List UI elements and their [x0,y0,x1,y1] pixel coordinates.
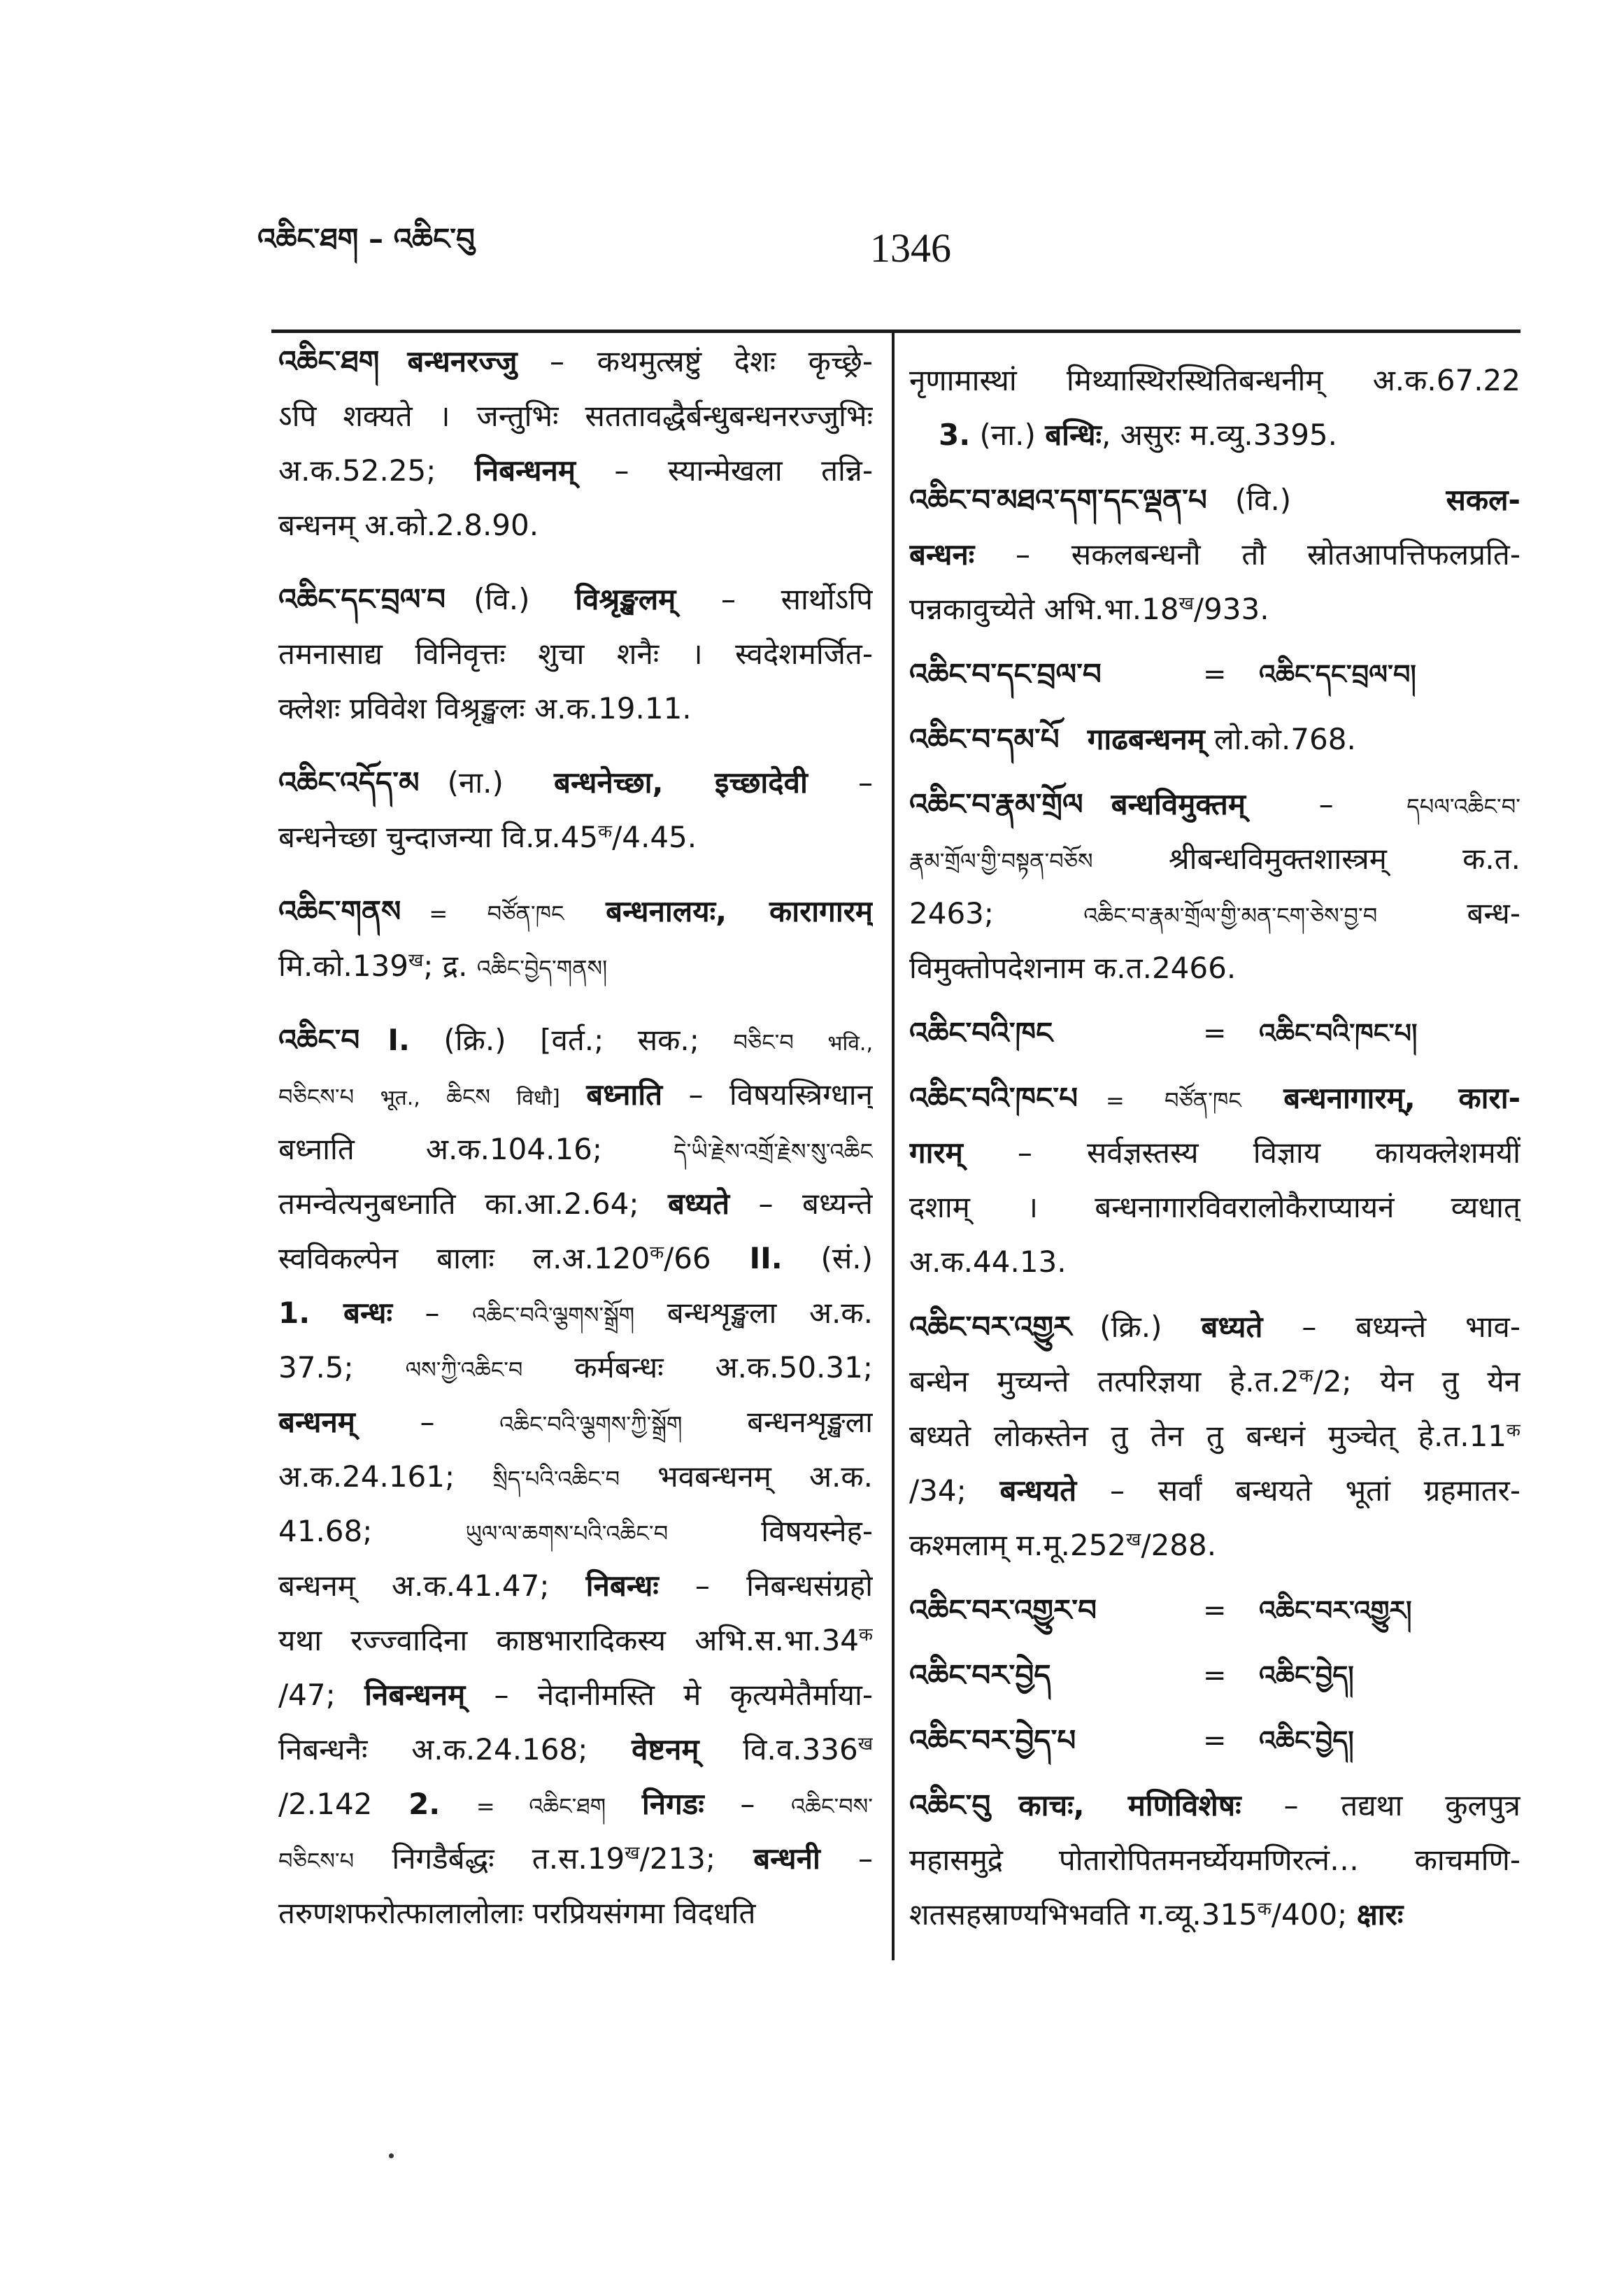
entry-line [909,1518,1520,1573]
entry-text: (वि.) [1234,483,1446,517]
grammar-note: विधौ] [516,1086,560,1110]
entry-text: /400; [1271,1897,1357,1932]
entry-text: – स्यान्मेखला तन्नि- [575,453,873,488]
equals-sign: = [1203,1659,1227,1692]
sanskrit-term: निगडः [641,1787,704,1821]
entry-line [909,941,1520,996]
headword: འཆིང་ཐག [278,344,380,378]
tibetan-text: ལས་ཀྱི་འཆིང་བ [405,1357,523,1383]
tibetan-text: བཅིངས་པ [278,1084,355,1110]
tibetan-text: འཆིང་བྱེད་གནས། [476,955,608,982]
folio-side-mark: ख [625,1843,640,1864]
entry-line [278,1286,873,1340]
entry-text: (वि.) [473,582,576,616]
entry-text: बन्धनशृङ्खला [682,1405,873,1439]
entry-line [278,1832,873,1886]
dictionary-entry [909,1300,1520,1573]
sanskrit-term: क्षारः [1356,1897,1404,1932]
sanskrit-term: बध्यते [667,1187,730,1221]
entry-text: (क्रि.) [वर्त.; सक.; [409,1023,734,1057]
entry-line [278,1340,873,1395]
entry-line [278,627,873,681]
sanskrit-term: बन्धनी [753,1841,820,1876]
dictionary-entry [909,1583,1520,1638]
entry-text: /2; येन तु येन [1313,1364,1520,1399]
sanskrit-term: सकल- [1446,483,1520,517]
dictionary-entry [278,756,873,865]
entry-text: 37.5; [278,1350,406,1385]
sanskrit-term: बन्धनेच्छा, इच्छादेवी [554,765,808,800]
entry-text: – [704,1787,792,1821]
headword: འཆིང་བ་རྣམ་གྲོལ [909,787,1083,821]
entry-text: – सर्वज्ञस्तस्य विज्ञाय कायक्लेशमयीं [962,1135,1520,1170]
tibetan-text: སྲིད་པའི་འཆིང་བ [492,1466,620,1492]
entry-text: नृणामास्थां मिथ्यास्थिरस्थितिबन्धनीम् अ.क.67.22 [909,363,1520,397]
headword: འཆིང་བུ [909,1788,991,1822]
sanskrit-term: बन्धनरज्जु [407,344,518,378]
entry-text: लो.को.768. [1204,722,1356,756]
entry-text: शतसहस्राण्यभिभवति ग.व्यू.315 [909,1897,1258,1932]
entry-text: – विषयस्त्रिग्धान् [662,1077,873,1112]
entry-line [278,810,873,865]
entry-line [278,1722,873,1777]
right-column [909,353,1520,1962]
tibetan-text: འཆིང་བའི་ལྕགས་སྒྲོག [472,1302,635,1329]
sanskrit-term: बन्धनागारम्, कारा- [1283,1081,1520,1115]
dictionary-entry [909,473,1520,637]
entry-line [278,1122,873,1177]
folio-side-mark: ख [1126,1529,1141,1550]
entry-text: /213; [639,1841,754,1876]
entry-line [278,1613,873,1668]
dictionary-entry [909,1713,1520,1768]
column-divider [892,333,895,1960]
dictionary-entry [278,1013,873,1941]
sanskrit-term: विश्रृङ्खलम् [575,582,676,616]
tibetan-text: འཆིང་བ་རྣམ་གྲོལ་གྱི་མན་ངག་ཅེས་བྱ་བ [1083,902,1378,929]
entry-text: यथा रज्ज्वादिना काष्ठभारादिकस्य अभि.स.भा.34 [278,1623,860,1657]
tibetan-text: = བཙོན་ཁང [1106,1087,1241,1114]
sanskrit-term: बन्धनम् [278,1405,355,1439]
sanskrit-term: गारम् [909,1135,963,1170]
grammar-note: भवि., [827,1031,873,1056]
entry-line [278,884,873,939]
entry-line [278,334,873,389]
sanskrit-term: बन्धविमुक्तम् [1111,787,1246,821]
entry-line [909,1126,1520,1180]
entry-text: (ना.) [447,765,555,800]
dictionary-entry [909,777,1520,996]
entry-text: कर्मबन्धः अ.क.50.31; [522,1350,873,1385]
entry-line [278,1177,873,1231]
entry-line [909,1888,1520,1942]
sanskrit-term: बन्धिः [1045,418,1102,452]
entry-text: तरुणशफरोत्फालालोलाः परप्रियसंगमा विदधति [278,1896,756,1930]
entry-text: महासमुद्रे पोतारोपितमनर्घ्येयमणिरत्नं… काचमणि- [909,1843,1520,1877]
entry-line [909,1778,1520,1833]
cross-reference-target: འཆིང་བར་འགྱུར། [1259,1595,1412,1626]
entry-text: कश्मलाम् म.मू.252 [909,1528,1127,1562]
tibetan-text: = འཆིང་ཐག [476,1793,606,1820]
entry-text: – [392,1296,473,1330]
sanskrit-term: बन्धनः [909,537,975,572]
cross-reference-line [909,1648,1520,1703]
tibetan-text: འཆིང་བའི་ལྕགས་ཀྱི་སྒྲོག [499,1411,683,1438]
entry-line [278,1668,873,1722]
entry-line [278,389,873,444]
entry-text: निबन्धनैः अ.क.24.168; [278,1732,632,1766]
tibetan-text: དཔལ་འཆིང་བ་ [1406,793,1520,820]
entry-text: – [807,765,873,800]
sanskrit-term: II. [749,1241,783,1275]
dictionary-entry [909,647,1520,702]
entry-text: /47; [278,1678,365,1712]
tibetan-text: ཡུལ་ལ་ཆགས་པའི་འཆིང་བ [465,1520,669,1547]
headword: འཆིང་བའི་ཁང་པ [909,1081,1078,1115]
entry-text: मि.को.139 [278,949,408,983]
entry-line [909,582,1520,637]
cross-reference-target: འཆིང་བྱེད། [1259,1725,1354,1756]
entry-text: – सर्वां बन्धयते भूतां ग्रहमातर- [1076,1473,1520,1508]
entry-line [278,1886,873,1941]
entry-line [909,832,1520,886]
entry-text: बन्धशृङ्खला अ.क. [634,1296,873,1330]
dictionary-entry [278,334,873,553]
entry-line [278,756,873,810]
dictionary-entry [909,1071,1520,1289]
entry-line [278,498,873,553]
entry-text: अ.क.44.13. [909,1245,1067,1279]
entry-text: अ.क.52.25; [278,453,475,488]
folio-side-mark: क [1507,1420,1520,1441]
entry-text: बध्नाति अ.क.104.16; [278,1132,674,1166]
tibetan-text: རྣམ་གྲོལ་གྱི་བསྟན་བཅོས [909,848,1093,875]
tibetan-text: ཆིངས [446,1084,491,1110]
entry-text: वि.व.336 [699,1732,858,1766]
entry-line [278,1013,873,1068]
entry-line [909,886,1520,941]
headword: འཆིང་བར་འགྱུར [909,1310,1072,1344]
cross-reference-line [909,647,1520,702]
headword: འཆིང་དང་བྲལ་བ [278,582,446,616]
entry-text: – तद्यथा कुलपुत्र [1241,1788,1520,1822]
dictionary-entry [909,1778,1520,1942]
headword: འཆིང་བར་འགྱུར་བ [909,1593,1097,1627]
dictionary-entry [278,884,873,993]
ink-speck [389,2153,394,2158]
entry-text: विमुक्तोपदेशनाम क.त.2466. [909,951,1237,985]
entry-text: /34; [909,1473,1000,1508]
entry-line [909,1180,1520,1235]
entry-text: – कथमुत्स्रष्टुं देशः कृच्छ्रे- [517,344,873,378]
tibetan-text: = བཙོན་ཁང [429,900,564,927]
headword: འཆིང་བ་དང་བྲལ་བ [909,657,1102,691]
sanskrit-term: I. [387,1023,410,1057]
cross-reference-target: འཆིང་དང་བྲལ་བ། [1259,659,1416,690]
folio-side-mark: ख [408,950,424,971]
headword: འཆིང་བར་བྱེད་པ [909,1723,1076,1757]
sanskrit-term: बन्धनालयः, कारागारम् [606,894,873,928]
tibetan-text: དེ་ཡི་རྗེས་འགྲོ་རྗེས་སུ་འཆིང [674,1138,873,1165]
equals-sign: = [1203,1017,1227,1049]
tibetan-text: འཆིང་བས་ [791,1793,873,1820]
entry-text: पन्नकावुच्येते अभि.भा.18 [909,592,1179,626]
sanskrit-term: 1. बन्धः [278,1296,392,1330]
cross-reference-line [909,1713,1520,1768]
headword: འཆིང་བར་བྱེད [909,1658,1051,1692]
entry-text: तमनासाद्य विनिवृत्तः शुचा शनैः । स्वदेशमर्जित- [278,637,873,671]
entry-line [278,939,873,993]
entry-line [909,777,1520,832]
sanskrit-term: वेष्टनम् [632,1732,699,1766]
entry-text: /66 [664,1241,750,1275]
dictionary-entry [909,353,1520,462]
dictionary-entry [909,712,1520,767]
dictionary-entry [909,1648,1520,1703]
headword: འཆིང་བ་མཐའ་དག་དང་ལྡན་པ [909,483,1207,517]
entry-line [909,1409,1520,1464]
entry-text: /933. [1193,592,1269,626]
folio-side-mark: ख [857,1734,873,1755]
entry-text: 2463; [909,896,1084,930]
entry-text: बन्धेन मुच्यन्ते तत्परिज्ञया हे.त.2 [909,1364,1299,1399]
entry-line [909,1833,1520,1888]
entry-line [278,1395,873,1450]
entry-text: श्रीबन्धविमुक्तशास्त्रम् क.त. [1092,842,1520,876]
entry-line [909,1235,1520,1289]
entry-line [278,1559,873,1613]
entry-line [909,712,1520,767]
entry-text: – निबन्धसंग्रहो [658,1569,873,1603]
entry-text: बन्ध- [1377,896,1520,930]
page-number: 1346 [870,225,951,271]
folio-side-mark: क [1299,1366,1313,1387]
entry-text: भवबन्धनम् अ.क. [620,1459,873,1494]
entry-line [909,1071,1520,1126]
entry-text: – [1245,787,1407,821]
cross-reference-line [909,1583,1520,1638]
entry-text: अ.क.24.161; [278,1459,493,1494]
entry-text: तमन्वेत्यनुबध्नाति का.आ.2.64; [278,1187,668,1221]
sanskrit-term: निबन्धनम् [474,453,576,488]
entry-text: /288. [1141,1528,1217,1562]
entry-line [278,572,873,627]
sanskrit-term: बध्नाति [586,1077,663,1112]
entry-line [278,1504,873,1559]
entry-line [909,1464,1520,1518]
entry-text: – नेदानीमस्ति मे कृत्यमेतैर्माया- [465,1678,873,1712]
entry-line [909,353,1520,408]
entry-text: बन्धनम् अ.क.41.47; [278,1569,586,1603]
entry-line [909,1354,1520,1409]
entry-text: ; द्र. [423,949,477,983]
entry-line [909,408,1520,462]
headword: འཆིང་བ་དམ་པོ [909,722,1060,756]
cross-reference-target: འཆིང་བྱེད། [1259,1660,1354,1691]
headword: འཆིང་བའི་ཁང [909,1016,1053,1050]
entry-text: निगडैर्बद्धः त.स.19 [354,1841,625,1876]
cross-reference-line [909,1006,1520,1061]
grammar-note: भूत., [380,1086,420,1110]
folio-side-mark: क [650,1242,664,1263]
entry-line [278,444,873,498]
entry-line [278,1777,873,1832]
sanskrit-term: बन्धयते [999,1473,1077,1508]
entry-text: दशाम् । बन्धनागारविवरालोकैराप्यायनं व्यधात् [909,1190,1520,1224]
equals-sign: = [1203,658,1227,691]
entry-line [278,1068,873,1122]
entry-text: 41.68; [278,1514,466,1548]
sanskrit-term: 2. [408,1787,441,1821]
entry-text: बन्धनम् अ.को.2.8.90. [278,508,539,542]
entry-text: – [820,1841,873,1876]
entry-line [909,473,1520,528]
entry-text: विषयस्नेह- [668,1514,873,1548]
entry-text: – सार्थोऽपि [676,582,873,616]
entry-text: – सकलबन्धनौ तौ स्रोतआपत्तिफलप्रति- [974,537,1520,572]
entry-text: क्लेशः प्रविवेश विश्रृङ्खलः अ.क.19.11. [278,691,692,725]
entry-text: /2.142 [278,1787,409,1821]
entry-text: (सं.) [782,1241,873,1275]
entry-line [278,681,873,736]
folio-side-mark: क [598,821,613,842]
entry-line [909,1300,1520,1354]
headword: འཆིང་འདོད་མ [278,765,420,800]
folio-side-mark: क [1257,1899,1272,1920]
entry-line [909,528,1520,582]
entry-text: – बध्यन्ते भाव- [1262,1310,1520,1344]
entry-text: (क्रि.) [1099,1310,1202,1344]
entry-text: बन्धनेच्छा चुन्दाजन्या वि.प्र.45 [278,820,599,854]
entry-text: (ना.) [970,418,1046,452]
cross-reference-target: འཆིང་བའི་ཁང་པ། [1259,1018,1418,1049]
left-column [278,334,873,1957]
sanskrit-term: काचः, मणिविशेषः [1018,1788,1241,1822]
equals-sign: = [1203,1725,1227,1757]
header-rule [271,330,1520,333]
headword: འཆིང་བ [278,1023,360,1057]
sanskrit-term: निबन्धः [585,1569,659,1603]
entry-text: /4.45. [612,820,697,854]
entry-text: , असुरः म.व्यु.3395. [1102,418,1337,452]
headword: འཆིང་གནས [278,894,401,928]
dictionary-entry [909,1006,1520,1061]
sanskrit-term: निबन्धनम् [364,1678,466,1712]
sanskrit-term: 3. [939,418,971,452]
sanskrit-term: बध्यते [1201,1310,1263,1344]
entry-text: – [355,1405,500,1439]
sanskrit-term: गाढबन्धनम् [1087,722,1205,756]
entry-line [278,1231,873,1286]
entry-text: स्वविकल्पेन बालाः ल.अ.120 [278,1241,650,1275]
entry-text: बध्यते लोकस्तेन तु तेन तु बन्धनं मुञ्चेत् हे.त.11 [909,1419,1507,1453]
entry-text: ऽपि शक्यते । जन्तुभिः सततावद्धैर्बन्धुबन्धनरज्जुभिः [278,399,873,433]
tibetan-text: བཅིངས་པ [278,1848,355,1874]
entry-line [278,1450,873,1504]
folio-side-mark: क [859,1624,873,1645]
dictionary-entry [278,572,873,736]
equals-sign: = [1203,1594,1227,1627]
running-head: འཆིང་ཐག – འཆིང་བུ [257,222,475,256]
folio-side-mark: ख [1178,593,1194,614]
entry-text: – बध्यन्ते [729,1187,873,1221]
tibetan-text: བཅིང་བ [733,1029,794,1056]
